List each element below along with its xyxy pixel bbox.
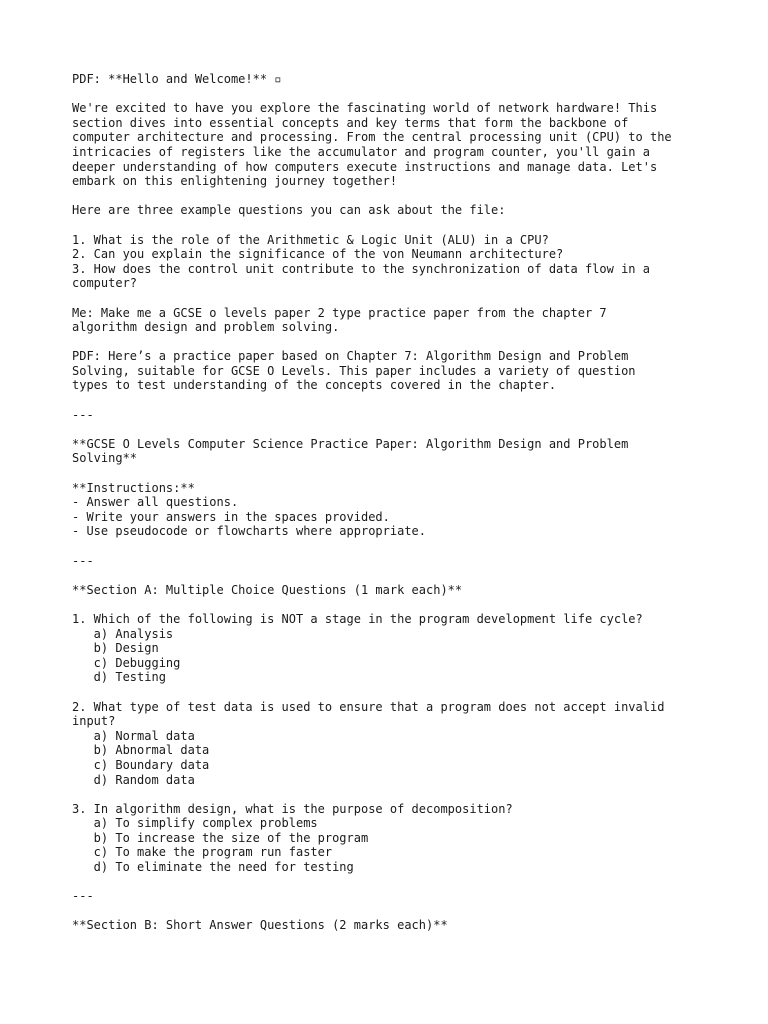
- section-b-heading: **Section B: Short Answer Questions (2 marks each)**: [72, 918, 448, 933]
- list-item: - Write your answers in the spaces provided.: [72, 509, 390, 524]
- list-item: 1. What is the role of the Arithmetic & Logic Unit (ALU) in a CPU?: [72, 232, 549, 247]
- text-line: PDF: Here’s a practice paper based on Chapter 7: Algorithm Design and Problem: [72, 349, 629, 364]
- example-questions-list: [72, 233, 712, 291]
- option: c) Boundary data: [72, 757, 210, 772]
- option: b) To increase the size of the program: [72, 830, 369, 845]
- text-line: embark on this enlightening journey together!: [72, 174, 398, 189]
- question-3: [72, 802, 712, 875]
- separator: ---: [72, 407, 94, 422]
- question-text: 1. Which of the following is NOT a stage in the program development life cycle?: [72, 611, 643, 626]
- option: a) Normal data: [72, 728, 195, 743]
- section-a-heading: **Section A: Multiple Choice Questions (1 mark each)**: [72, 582, 463, 597]
- intro-paragraph: [72, 101, 712, 189]
- text-line: Solving**: [72, 451, 138, 466]
- question-2: [72, 700, 712, 788]
- option: a) To simplify complex problems: [72, 816, 318, 831]
- text-line: **GCSE O Levels Computer Science Practice Paper: Algorithm Design and Problem: [72, 436, 629, 451]
- text-line: Solving, suitable for GCSE O Levels. This paper includes a variety of question: [72, 363, 636, 378]
- instructions: [72, 481, 712, 539]
- option: c) To make the program run faster: [72, 845, 333, 860]
- document-page: [72, 72, 712, 933]
- option: a) Analysis: [72, 626, 174, 641]
- text-line: Me: Make me a GCSE o levels paper 2 type practice paper from the chapter 7: [72, 305, 607, 320]
- list-item: 3. How does the control unit contribute to the synchronization of data flow in a: [72, 261, 650, 276]
- question-text: 2. What type of test data is used to ensure that a program does not accept invalid: [72, 699, 665, 714]
- instructions-heading: **Instructions:**: [72, 480, 195, 495]
- separator: ---: [72, 553, 94, 568]
- text-line: deeper understanding of how computers execute instructions and manage data. Let's: [72, 159, 658, 174]
- text-line: We're excited to have you explore the fascinating world of network hardware! This: [72, 101, 658, 116]
- option: d) Random data: [72, 772, 195, 787]
- question-text: 3. In algorithm design, what is the purpose of decomposition?: [72, 801, 513, 816]
- text-line: intricacies of registers like the accumulator and program counter, you'll gain a: [72, 144, 650, 159]
- user-request: [72, 306, 712, 335]
- list-item: - Answer all questions.: [72, 495, 239, 510]
- option: c) Debugging: [72, 655, 181, 670]
- list-item: computer?: [72, 276, 138, 291]
- option: d) To eliminate the need for testing: [72, 860, 354, 875]
- question-text: input?: [72, 714, 116, 729]
- question-1: [72, 612, 712, 685]
- paper-title: [72, 437, 712, 466]
- text-line: computer architecture and processing. From the central processing unit (CPU) to the: [72, 130, 672, 145]
- separator: ---: [72, 889, 94, 904]
- pdf-response: [72, 349, 712, 393]
- option: d) Testing: [72, 670, 166, 685]
- list-item: 2. Can you explain the significance of the von Neumann architecture?: [72, 247, 564, 262]
- list-item: - Use pseudocode or flowcharts where appropriate.: [72, 524, 427, 539]
- greeting-line: PDF: **Hello and Welcome!** ▫: [72, 72, 282, 86]
- text-line: types to test understanding of the concepts covered in the chapter.: [72, 378, 557, 393]
- text-line: section dives into essential concepts and key terms that form the backbone of: [72, 115, 629, 130]
- text-line: algorithm design and problem solving.: [72, 320, 340, 335]
- option: b) Design: [72, 641, 159, 656]
- examples-heading: Here are three example questions you can ask about the file:: [72, 203, 506, 218]
- option: b) Abnormal data: [72, 743, 210, 758]
